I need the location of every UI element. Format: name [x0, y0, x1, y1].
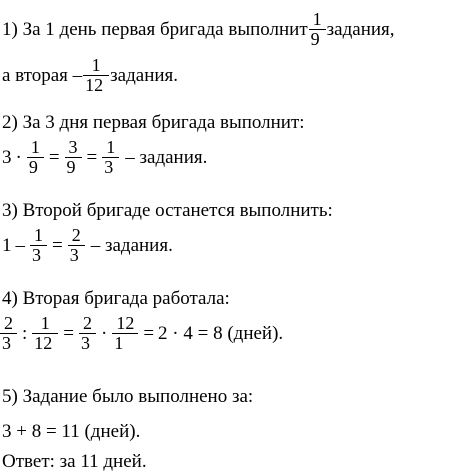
- fraction: $\frac{3}{9}$: [67, 138, 80, 177]
- fraction: $\frac{2}{3}$: [81, 314, 94, 353]
- answer: Ответ: за 11 дней.: [2, 451, 147, 472]
- fraction: $\frac{1}{3}$: [32, 226, 45, 265]
- step-2-heading: 2) За 3 дня первая бригада выполнит:: [2, 112, 305, 133]
- step-5-heading: 5) Задание было выполнено за:: [2, 386, 254, 407]
- fraction: $\frac{12}{1}$: [114, 314, 136, 353]
- step-3-expression: 1 – $\frac{1}{3}$ = $\frac{2}{3}$ – задания.: [2, 225, 173, 265]
- fraction: $\frac{1}{3}$: [104, 138, 117, 177]
- step-5-expression: 3 + 8 = 11 (дней).: [2, 421, 141, 442]
- step-1-line-1: [2, 10, 395, 49]
- fraction: $\frac{2}{3}$: [70, 226, 83, 265]
- fraction: $\frac{1}{9}$: [29, 138, 42, 177]
- step-1-line-2: [2, 56, 178, 95]
- step-1-text-2-end: задания.: [110, 64, 179, 86]
- fraction: $\frac{1}{12}$: [34, 314, 56, 353]
- fraction: $\frac{1}{9}$: [311, 10, 324, 49]
- step-2-expression: 3 · $\frac{1}{9}$ = $\frac{3}{9}$ = $\frac{1}{3}$ – задания.: [2, 137, 208, 177]
- step-3-heading: 3) Второй бригаде останется выполнить:: [2, 200, 333, 221]
- step-1-text: 1) За 1 день первая бригада выполнит: [2, 18, 308, 40]
- step-4-heading: 4) Вторая бригада работала:: [2, 288, 230, 309]
- step-1-text-end: задания,: [326, 18, 395, 40]
- step-4-expression: $\frac{2}{3}$ : $\frac{1}{12}$ = $\frac{2}{3}$ · $\frac{12}{1}$ = 2 · 4 = 8 (дней).: [2, 313, 284, 353]
- fraction: $\frac{1}{12}$: [85, 56, 107, 95]
- step-1-text-2: а вторая –: [2, 64, 83, 86]
- fraction: $\frac{2}{3}$: [2, 314, 15, 353]
